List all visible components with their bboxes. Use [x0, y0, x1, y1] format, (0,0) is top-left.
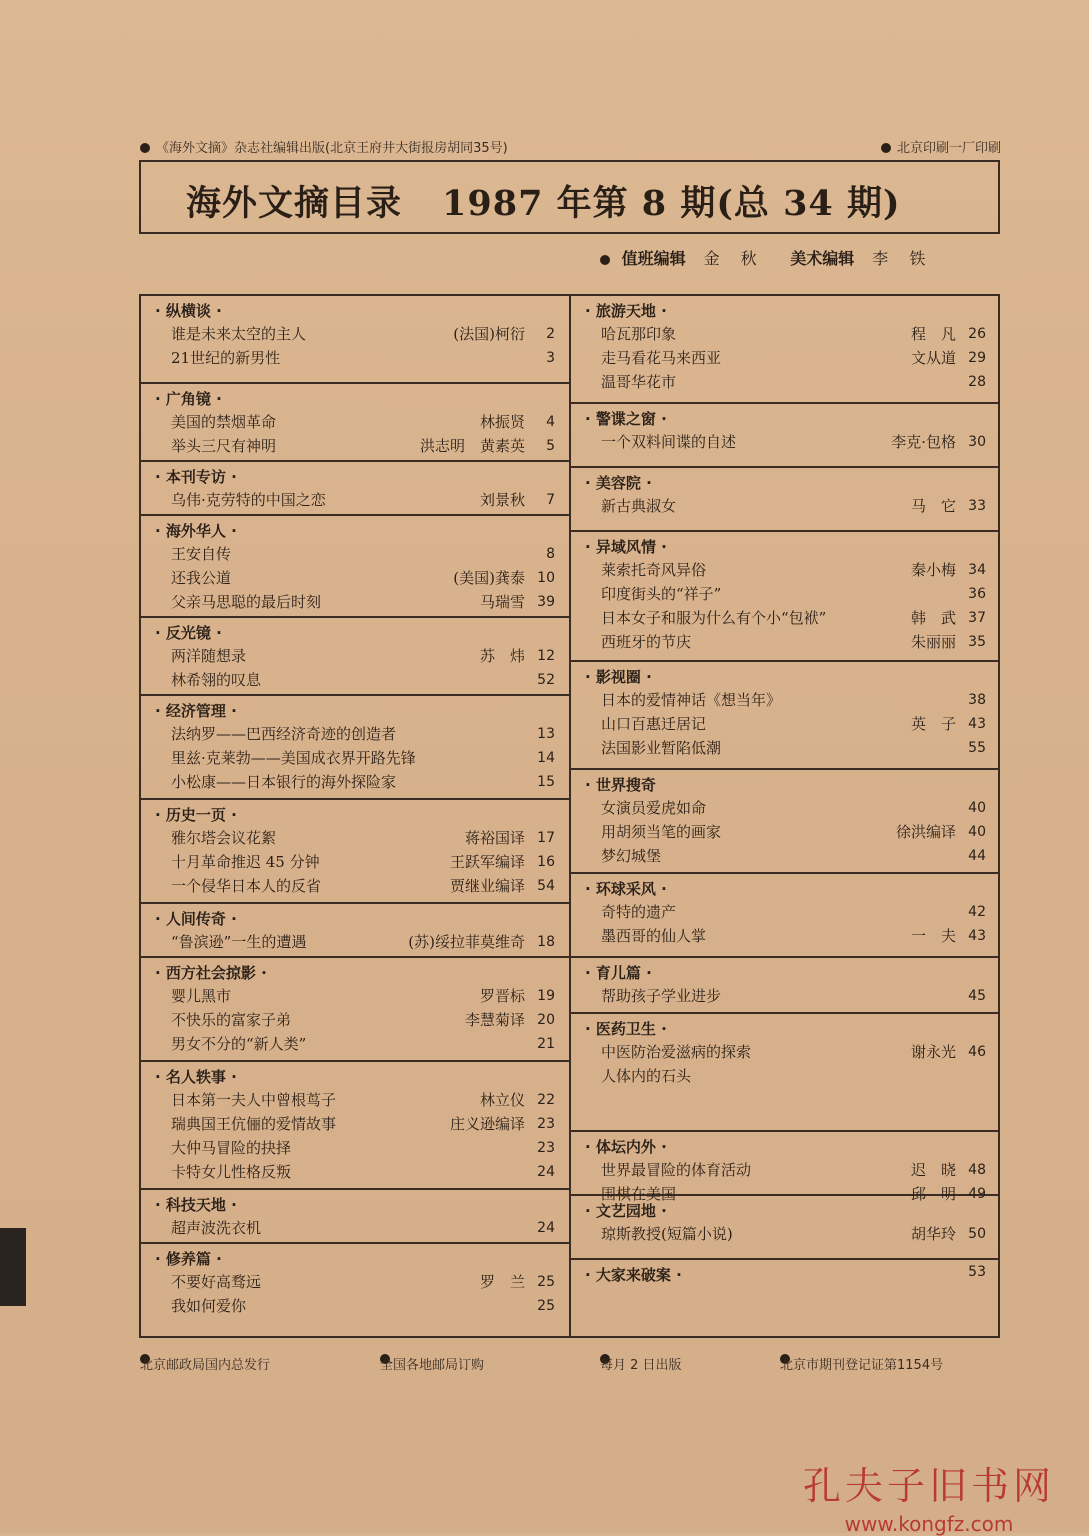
entry-page: 12 — [537, 648, 555, 664]
entry-title: 父亲马思聪的最后时刻 — [171, 593, 322, 611]
toc-entry[interactable] — [141, 346, 569, 370]
entry-author: 李克·包格 — [891, 433, 956, 451]
toc-entry[interactable] — [571, 844, 1000, 868]
entry-author: 王跃军编译 — [449, 853, 525, 871]
entry-title: 一个侵华日本人的反省 — [171, 877, 322, 895]
toc-entry[interactable] — [141, 722, 569, 746]
entry-title: 女演员爱虎如命 — [601, 799, 707, 817]
entry-author: 英 子 — [910, 715, 956, 733]
entry-page: 4 — [546, 414, 555, 430]
issue-number: 1987 年第 8 期(总 34 期) — [442, 183, 901, 224]
entry-title: 法国影业暂陷低潮 — [601, 739, 722, 757]
entry-title: 中医防治爱滋病的探索 — [601, 1043, 752, 1061]
toc-section — [571, 468, 1000, 532]
entry-title: 还我公道 — [171, 569, 232, 587]
entry-author: 一 夫 — [910, 927, 956, 945]
section-title: · 旅游天地 · — [585, 302, 667, 320]
entry-author: 徐洪编译 — [895, 823, 956, 841]
entry-page: 40 — [968, 800, 986, 816]
entry-title: 西班牙的节庆 — [601, 633, 692, 651]
entry-title: 不快乐的富家子弟 — [171, 1011, 292, 1029]
toc-entry[interactable] — [141, 590, 569, 614]
section-title: · 大家来破案 · — [585, 1266, 682, 1284]
magazine-title: 海外文摘目录 — [186, 184, 403, 224]
entry-author: 胡华玲 — [910, 1225, 956, 1243]
printer-text: 北京印刷一厂印刷 — [896, 141, 1001, 156]
section-title: · 警谍之窗 · — [585, 410, 667, 428]
toc-section — [141, 1190, 569, 1244]
entry-page: 43 — [968, 928, 986, 944]
section-title: · 环球采风 · — [585, 880, 667, 898]
footer-registration: 北京市期刊登记证第1154号 — [780, 1358, 944, 1373]
entry-title: 一个双料间谍的自述 — [601, 433, 737, 451]
toc-section — [141, 384, 569, 462]
entry-page: 44 — [968, 848, 986, 864]
toc-section — [571, 404, 1000, 468]
toc-entry[interactable] — [571, 582, 1000, 606]
section-title: · 美容院 · — [585, 474, 652, 492]
toc-entry[interactable] — [141, 850, 569, 874]
toc-entry[interactable] — [141, 984, 569, 1008]
section-title: · 文艺园地 · — [585, 1202, 667, 1220]
entry-author: 马瑞雪 — [479, 593, 525, 611]
toc-entry[interactable] — [571, 630, 1000, 654]
entry-author: 迟 晓 — [910, 1161, 956, 1179]
entry-page: 29 — [968, 350, 986, 366]
entry-page: 55 — [968, 740, 986, 756]
toc-entry[interactable] — [141, 874, 569, 898]
footer-distribution: 北京邮政局国内总发行 — [140, 1358, 271, 1373]
section-title: · 影视圈 · — [585, 668, 652, 686]
entry-title: 走马看花马来西亚 — [601, 349, 722, 367]
entry-author: 秦小梅 — [910, 561, 956, 579]
entry-author: 刘景秋 — [479, 491, 525, 509]
toc-section — [141, 958, 569, 1062]
watermark-url: www.kongfz.com — [844, 1512, 1014, 1536]
entry-page: 42 — [968, 904, 986, 920]
section-page-number: 53 — [968, 1264, 986, 1280]
entry-author: 朱丽丽 — [910, 633, 956, 651]
toc-entry[interactable] — [141, 644, 569, 668]
entry-page: 2 — [546, 326, 555, 342]
entry-title: 婴儿黑市 — [171, 987, 232, 1005]
toc-section — [571, 296, 1000, 404]
section-title: · 人间传奇 · — [155, 910, 237, 928]
entry-page: 20 — [537, 1012, 555, 1028]
section-title: · 海外华人 · — [155, 522, 237, 540]
toc-entry[interactable] — [571, 370, 1000, 394]
toc-entry[interactable] — [571, 1040, 1000, 1064]
entry-title: 法纳罗——巴西经济奇迹的创造者 — [171, 725, 397, 743]
toc-entry[interactable] — [141, 1088, 569, 1112]
entry-author: 罗 兰 — [479, 1273, 525, 1291]
toc-entry[interactable] — [571, 1222, 1000, 1246]
entry-page: 37 — [968, 610, 986, 626]
entry-title: 美国的禁烟革命 — [171, 413, 277, 431]
entry-title: 温哥华花市 — [601, 373, 677, 391]
watermark — [803, 1455, 1055, 1536]
toc-entry[interactable] — [141, 410, 569, 434]
entry-title: 新古典淑女 — [601, 497, 677, 515]
entry-author: 马 它 — [910, 497, 956, 515]
entry-title: 奇特的遗产 — [601, 903, 677, 921]
entry-page: 25 — [537, 1298, 555, 1314]
section-title: · 经济管理 · — [155, 702, 237, 720]
toc-section — [141, 800, 569, 904]
entry-title: 莱索托奇风异俗 — [601, 561, 707, 579]
toc-entry[interactable] — [141, 746, 569, 770]
entry-title: 林希翎的叹息 — [171, 671, 262, 689]
toc-entry[interactable] — [571, 820, 1000, 844]
entry-title: 瑞典国王伉俪的爱情故事 — [171, 1115, 337, 1133]
entry-page: 46 — [968, 1044, 986, 1060]
toc-section — [571, 662, 1000, 770]
entry-page: 18 — [537, 934, 555, 950]
entry-title: 用胡须当笔的画家 — [601, 823, 722, 841]
entry-page: 25 — [537, 1274, 555, 1290]
footer-line — [140, 1354, 1010, 1378]
entry-page: 48 — [968, 1162, 986, 1178]
toc-entry[interactable] — [141, 434, 569, 458]
section-title: · 反光镜 · — [155, 624, 222, 642]
toc-entry[interactable] — [571, 736, 1000, 760]
entry-title: “鲁滨逊”一生的遭遇 — [171, 933, 307, 951]
section-title: · 广角镜 · — [155, 390, 222, 408]
toc-entry[interactable] — [571, 558, 1000, 582]
entry-author: 洪志明 黄素英 — [419, 437, 525, 455]
toc-entry[interactable] — [141, 322, 569, 346]
entry-page: 52 — [537, 672, 555, 688]
toc-entry[interactable] — [571, 1158, 1000, 1182]
entry-title: 琼斯教授(短篇小说) — [601, 1225, 733, 1243]
entry-title: 男女不分的“新人类” — [171, 1035, 307, 1053]
section-title: · 育儿篇 · — [585, 964, 652, 982]
toc-entry[interactable] — [571, 1182, 1000, 1206]
toc-entry[interactable] — [141, 930, 569, 954]
editors-line — [600, 246, 953, 269]
entry-title: 两洋随想录 — [171, 647, 247, 665]
toc-entry[interactable] — [141, 1136, 569, 1160]
toc-entry[interactable] — [571, 346, 1000, 370]
entry-title: 里兹·克莱勃——美国成衣界开路先锋 — [171, 749, 416, 767]
toc-entry[interactable] — [141, 770, 569, 794]
entry-title: 21世纪的新男性 — [171, 349, 281, 367]
toc-section — [141, 462, 569, 516]
entry-page: 26 — [968, 326, 986, 342]
section-title: · 异域风情 · — [585, 538, 667, 556]
entry-title: 围棋在美国 — [601, 1185, 677, 1203]
toc-entry[interactable] — [571, 1064, 1000, 1088]
title-box — [139, 160, 1000, 234]
entry-title: 我如何爱你 — [171, 1297, 247, 1315]
toc-section — [571, 1260, 1000, 1316]
section-title: · 修养篇 · — [155, 1250, 222, 1268]
entry-title: 人体内的石头 — [601, 1067, 692, 1085]
watermark-text: 孔夫子旧书网 — [802, 1464, 1055, 1508]
entry-title: 印度街头的“祥子” — [601, 585, 722, 603]
entry-title: 日本女子和服为什么有个小“包袱” — [601, 609, 827, 627]
entry-author: 贾继业编译 — [449, 877, 525, 895]
toc-section — [141, 1244, 569, 1318]
entry-page: 14 — [537, 750, 555, 766]
entry-title: 梦幻城堡 — [601, 847, 662, 865]
entry-page: 3 — [546, 350, 555, 366]
entry-author: 程 凡 — [910, 325, 956, 343]
entry-page: 5 — [546, 438, 555, 454]
footer-subscription: 全国各地邮局订购 — [380, 1358, 485, 1373]
duty-editor-label: 值班编辑 — [621, 249, 686, 268]
entry-page: 40 — [968, 824, 986, 840]
entry-page: 10 — [537, 570, 555, 586]
entry-author: (苏)绥拉菲莫维奇 — [408, 933, 525, 951]
entry-author: 谢永光 — [910, 1043, 956, 1061]
entry-title: 王安自传 — [171, 545, 232, 563]
entry-title: 卡特女儿性格反叛 — [171, 1163, 292, 1181]
toc-entry[interactable] — [571, 796, 1000, 820]
bullet-icon — [881, 143, 891, 153]
entry-author: 苏 炜 — [479, 647, 525, 665]
entry-title: 帮助孩子学业进步 — [601, 987, 722, 1005]
bullet-icon — [140, 143, 150, 153]
toc-section — [141, 1062, 569, 1190]
entry-page: 33 — [968, 498, 986, 514]
entry-page: 36 — [968, 586, 986, 602]
entry-page: 17 — [537, 830, 555, 846]
toc-entry[interactable] — [141, 1216, 569, 1240]
entry-page: 28 — [968, 374, 986, 390]
duty-editor-name: 金 秋 — [703, 249, 765, 268]
section-title: · 体坛内外 · — [585, 1138, 667, 1156]
entry-page: 54 — [537, 878, 555, 894]
bullet-icon — [600, 255, 610, 265]
entry-page: 24 — [537, 1220, 555, 1236]
entry-page: 50 — [968, 1226, 986, 1242]
entry-title: 世界最冒险的体育活动 — [601, 1161, 752, 1179]
section-title: · 名人轶事 · — [155, 1068, 237, 1086]
publisher-text: 《海外文摘》杂志社编辑出版(北京王府井大街报房胡同35号) — [156, 141, 508, 156]
toc-entry[interactable] — [141, 1294, 569, 1318]
entry-title: 不要好高骛远 — [171, 1273, 262, 1291]
section-title: · 科技天地 · — [155, 1196, 237, 1214]
toc-entry[interactable] — [141, 1008, 569, 1032]
toc-section — [571, 1132, 1000, 1203]
section-title: · 世界搜奇 — [585, 776, 656, 794]
entry-title: 墨西哥的仙人掌 — [601, 927, 707, 945]
entry-title: 哈瓦那印象 — [601, 325, 677, 343]
entry-title: 日本的爱情神话《想当年》 — [601, 691, 782, 709]
entry-title: 乌伟·克劳特的中国之恋 — [171, 491, 326, 509]
toc-entry[interactable] — [571, 712, 1000, 736]
entry-title: 山口百惠迁居记 — [601, 715, 707, 733]
toc-entry[interactable] — [571, 494, 1000, 518]
entry-author: 韩 武 — [910, 609, 956, 627]
entry-title: 举头三尺有神明 — [171, 437, 277, 455]
toc-entry[interactable] — [571, 430, 1000, 454]
toc-entry[interactable] — [141, 1160, 569, 1184]
page-title — [186, 176, 901, 226]
section-title: · 纵横谈 · — [155, 302, 222, 320]
toc-right-column — [571, 296, 1000, 1316]
entry-page: 16 — [537, 854, 555, 870]
section-title: · 医药卫生 · — [585, 1020, 667, 1038]
toc-entry[interactable] — [141, 488, 569, 512]
entry-title: 超声波洗衣机 — [171, 1219, 262, 1237]
entry-author: 李慧菊译 — [464, 1011, 525, 1029]
entry-author: 庄义逊编译 — [449, 1115, 525, 1133]
entry-author: 林振贤 — [479, 413, 525, 431]
entry-author: 罗晋标 — [479, 987, 525, 1005]
entry-author: 蒋裕国译 — [464, 829, 525, 847]
art-editor-name: 李 铁 — [872, 249, 934, 268]
toc-entry[interactable] — [571, 606, 1000, 630]
entry-page: 39 — [537, 594, 555, 610]
art-editor-label: 美术编辑 — [790, 249, 855, 268]
toc-entry[interactable] — [141, 668, 569, 692]
entry-author: (法国)柯衍 — [453, 325, 525, 343]
toc-left-column — [141, 296, 569, 1318]
toc-entry[interactable] — [141, 1112, 569, 1136]
toc-entry[interactable] — [141, 1032, 569, 1056]
entry-title: 小松康——日本银行的海外探险家 — [171, 773, 397, 791]
entry-page: 24 — [537, 1164, 555, 1180]
entry-page: 13 — [537, 726, 555, 742]
entry-page: 35 — [968, 634, 986, 650]
toc-section — [571, 1014, 1000, 1132]
footer-schedule: 每月 2 日出版 — [600, 1358, 682, 1373]
toc-entry[interactable] — [571, 984, 1000, 1008]
entry-title: 雅尔塔会议花絮 — [171, 829, 277, 847]
toc-section — [571, 532, 1000, 662]
toc-section — [141, 296, 569, 384]
entry-page: 7 — [546, 492, 555, 508]
toc-entry[interactable] — [141, 542, 569, 566]
section-title: · 西方社会掠影 · — [155, 964, 267, 982]
entry-title: 大仲马冒险的抉择 — [171, 1139, 292, 1157]
toc-entry[interactable] — [571, 688, 1000, 712]
toc-entry[interactable] — [571, 900, 1000, 924]
entry-page: 23 — [537, 1116, 555, 1132]
section-title: · 本刊专访 · — [155, 468, 237, 486]
toc-section — [141, 904, 569, 958]
publisher-line — [140, 133, 1001, 159]
entry-title: 十月革命推迟 45 分钟 — [171, 853, 320, 871]
toc-section — [571, 770, 1000, 874]
entry-page: 38 — [968, 692, 986, 708]
toc-section — [141, 516, 569, 618]
entry-author: 文从道 — [910, 349, 956, 367]
entry-page: 19 — [537, 988, 555, 1004]
toc-entry[interactable] — [571, 924, 1000, 948]
entry-page: 34 — [968, 562, 986, 578]
entry-page: 23 — [537, 1140, 555, 1156]
toc-entry[interactable] — [141, 826, 569, 850]
entry-page: 22 — [537, 1092, 555, 1108]
toc-section — [141, 696, 569, 800]
entry-page: 49 — [968, 1186, 986, 1202]
toc-section — [571, 958, 1000, 1014]
toc-entry[interactable] — [141, 1270, 569, 1294]
entry-page: 15 — [537, 774, 555, 790]
toc-section — [571, 874, 1000, 958]
binding-edge — [0, 1228, 26, 1306]
entry-page: 43 — [968, 716, 986, 732]
section-title: · 历史一页 · — [155, 806, 237, 824]
entry-title: 谁是未来太空的主人 — [171, 325, 307, 343]
table-of-contents — [139, 294, 1000, 1338]
entry-page: 45 — [968, 988, 986, 1004]
entry-author: 邱 明 — [910, 1185, 956, 1203]
entry-page: 30 — [968, 434, 986, 450]
toc-entry[interactable] — [571, 322, 1000, 346]
entry-title: 日本第一夫人中曾根茑子 — [171, 1091, 337, 1109]
toc-entry[interactable] — [141, 566, 569, 590]
entry-page: 21 — [537, 1036, 555, 1052]
entry-author: (美国)龚泰 — [453, 569, 525, 587]
toc-section — [141, 618, 569, 696]
entry-page: 8 — [546, 546, 555, 562]
entry-author: 林立仪 — [479, 1091, 525, 1109]
